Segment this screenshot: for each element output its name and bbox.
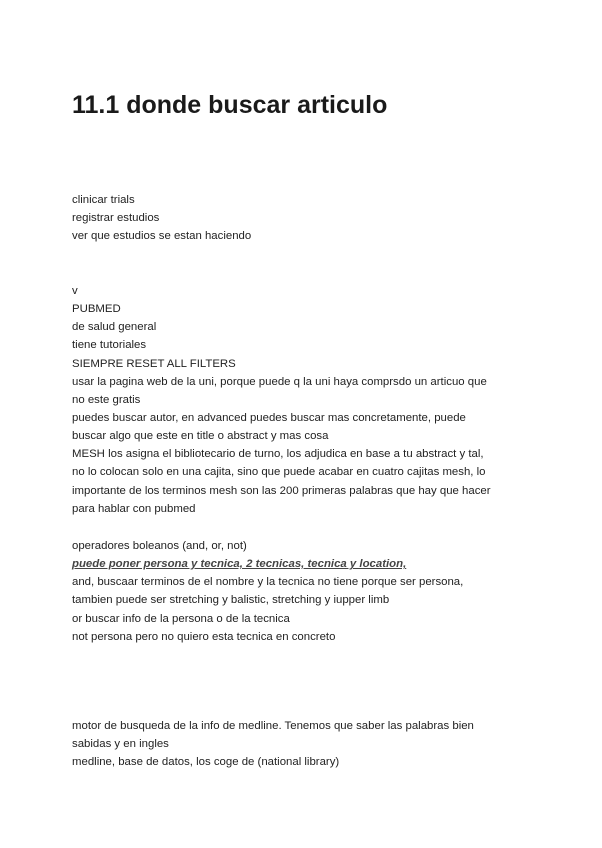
text-line: SIEMPRE RESET ALL FILTERS (72, 357, 236, 370)
text-line: or buscar info de la persona o de la tecnica (72, 612, 290, 625)
text-line: and, buscaar terminos de el nombre y la tecnica no tiene porque ser persona, (72, 576, 464, 589)
medline-section (72, 717, 542, 771)
text-line: importante de los terminos mesh son las 200 primeras palabras que hay que hacer (72, 484, 491, 497)
text-line: buscar algo que este en title o abstract y mas cosa (72, 430, 329, 443)
text-line: tiene tutoriales (72, 339, 147, 352)
text-line: clinicar trials (72, 194, 135, 206)
page-title: 11.1 donde buscar articulo (72, 91, 388, 119)
text-line: puedes buscar autor, en advanced puedes buscar mas concretamente, puede (72, 411, 466, 424)
text-line: tambien puede ser stretching y balistic, stretching y iupper limb (72, 594, 390, 607)
text-line: PUBMED (72, 303, 121, 316)
text-line: not persona pero no quiero esta tecnica en concreto (72, 630, 336, 643)
text-line: medline, base de datos, los coge de (national library) (72, 756, 340, 769)
clinical-trials-section (72, 191, 542, 245)
text-line: de salud general (72, 321, 157, 334)
text-line: ver que estudios se estan haciendo (72, 230, 252, 243)
text-line: registrar estudios (72, 212, 160, 225)
pubmed-section (72, 282, 542, 518)
text-line: usar la pagina web de la uni, porque puede q la uni haya comprsdo un articuo que (72, 375, 487, 388)
text-line: v (72, 285, 78, 297)
text-line: MESH los asigna el bibliotecario de turno, los adjudica en base a tu abstract y tal, (72, 448, 484, 461)
text-line: no este gratis (72, 393, 141, 406)
operators-intro: operadores boleanos (and, or, not) (72, 540, 247, 552)
emphasized-note: puede poner persona y tecnica, 2 tecnicas, tecnica y location, (72, 558, 407, 571)
boolean-operators-section (72, 537, 542, 646)
text-line: sabidas y en ingles (72, 738, 169, 751)
text-line: para hablar con pubmed (72, 502, 196, 515)
text-line: no lo colocan solo en una cajita, sino que puede acabar en cuatro cajitas mesh, lo (72, 466, 486, 479)
text-line: motor de busqueda de la info de medline. Tenemos que saber las palabras bien (72, 720, 474, 732)
